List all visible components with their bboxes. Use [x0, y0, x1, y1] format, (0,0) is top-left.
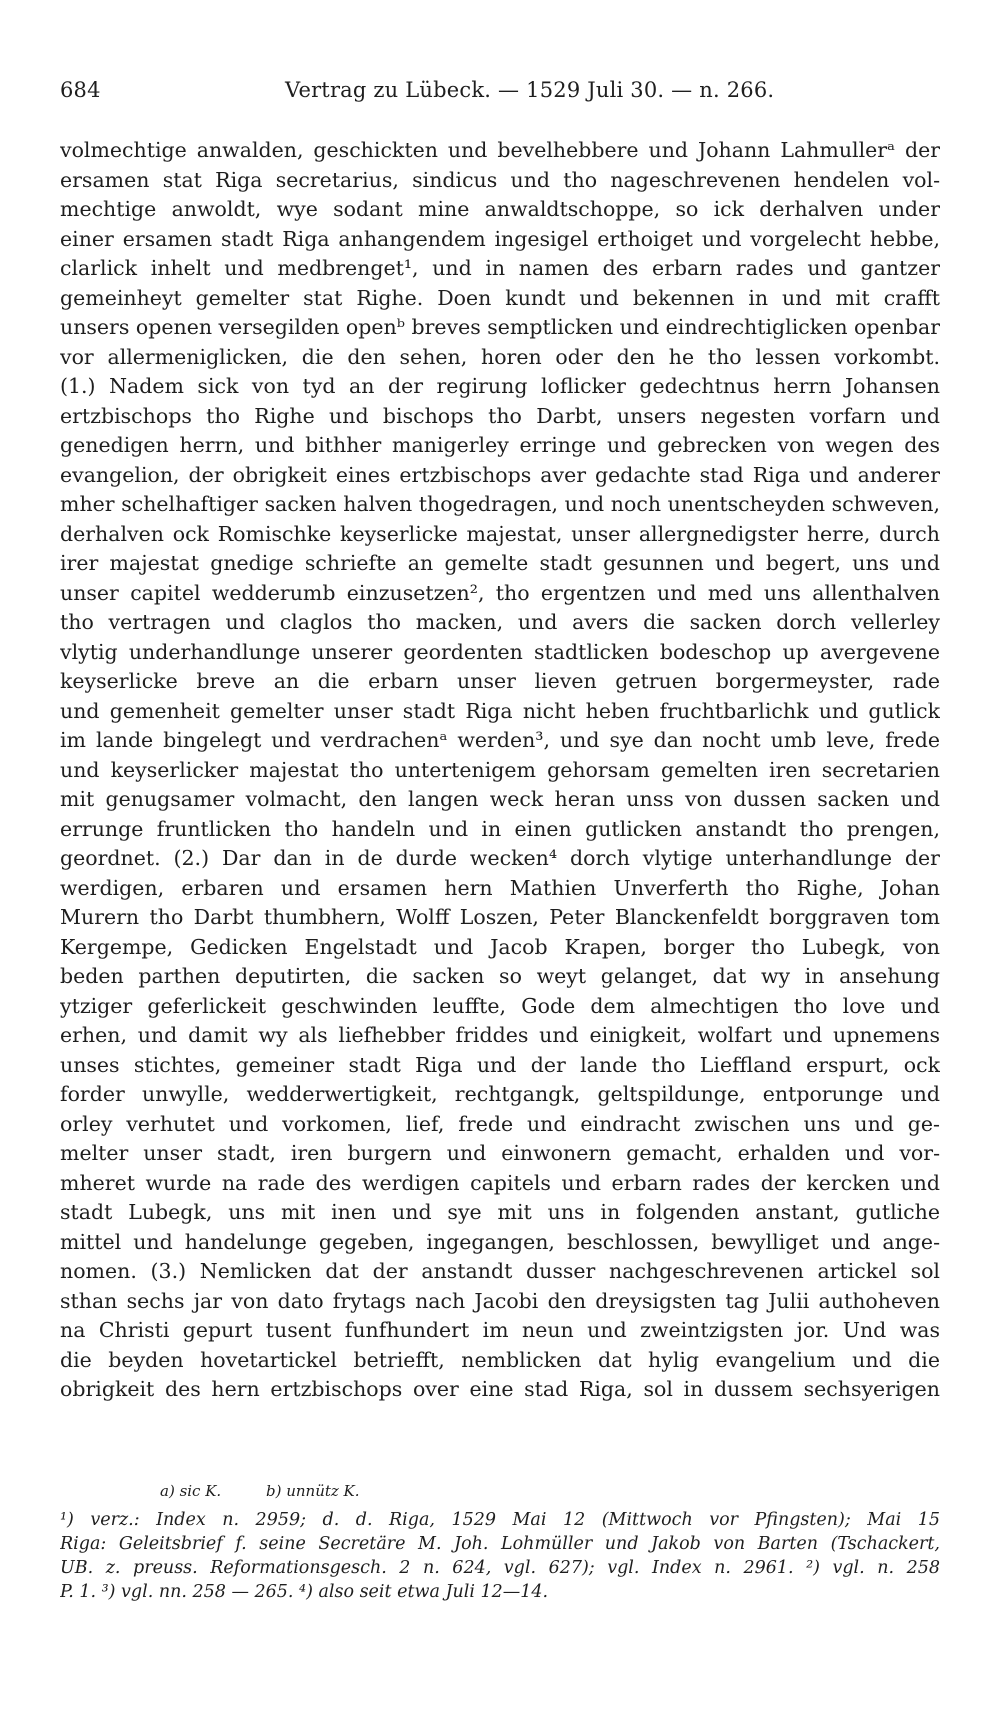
text-line: gemeinheyt gemelter stat Righe. Doen kundt und bekennen in und mit crafft — [60, 285, 940, 310]
text-line: sthan sechs jar von dato frytags nach Jacobi den dreysigsten tag Julii authoheven — [60, 1288, 940, 1313]
footnotes — [60, 1508, 940, 1604]
text-note: b) unnütz K. — [265, 1482, 360, 1500]
text-line: ytziger geferlickeit geschwinden leuffte, Gode dem almechtigen tho love und — [60, 993, 940, 1018]
text-line: mittel und handelunge gegeben, ingegangen, beschlossen, bewylliget und ange- — [60, 1229, 940, 1254]
text-line: genedigen herrn, und bithher manigerley erringe und gebrecken von wegen des — [60, 433, 940, 457]
text-line: vlytig underhandlunge unserer geordenten stadtlicken bodeschop up avergevene — [60, 639, 940, 664]
text-line: unser capitel wedderumb einzusetzen², tho ergentzen und med uns allenthalven — [60, 580, 940, 605]
text-line: und keyserlicker majestat tho untertenigem gehorsam gemelten iren secretarien — [60, 757, 940, 782]
text-line: nomen. (3.) Nemlicken dat der anstandt dusser nachgeschrevenen artickel sol — [60, 1259, 940, 1283]
text-line: mher schelhaftiger sacken halven thogedragen, und noch unentscheyden schweven, — [60, 492, 940, 516]
text-line: und gemenheit gemelter unser stadt Riga nicht heben fruchtbarlichk und gutlick — [60, 698, 940, 723]
text-line: mheret wurde na rade des werdigen capitels und erbarn rades der kercken und — [60, 1170, 940, 1195]
text-line: volmechtige anwalden, geschickten und bevelhebbere und Johann Lahmullerᵃ der — [60, 138, 940, 162]
text-line: orley verhutet und vorkomen, lief, frede und eindracht zwischen uns und ge- — [60, 1111, 940, 1136]
footnote-line: Riga: Geleitsbrief f. seine Secretäre M. Joh. Lohmüller und Jakob von Barten (Tschackert, — [60, 1534, 940, 1554]
footnote-line: UB. z. preuss. Reformationsgesch. 2 n. 624, vgl. 627); vgl. Index n. 2961. ²) vgl. n. 258 — [60, 1558, 940, 1578]
text-line: derhalven ock Romischke keyserlicke majestat, unser allergnedigster herre, durch — [60, 521, 940, 546]
text-line: tho vertragen und claglos tho macken, und avers die sacken dorch vellerley — [60, 610, 940, 634]
main-text — [60, 136, 940, 1405]
text-line: mit genugsamer volmacht, den langen weck heran unss von dussen sacken und — [60, 787, 940, 811]
text-line: im lande bingelegt und verdrachenᵃ werden³, und sye dan nocht umb leve, frede — [60, 728, 940, 752]
text-line: forder unwylle, wedderwertigkeit, rechtgangk, geltspildunge, entporunge und — [60, 1082, 940, 1106]
text-line: evangelion, der obrigkeit eines ertzbischops aver gedachte stad Riga und anderer — [60, 462, 940, 487]
text-line: Murern tho Darbt thumbhern, Wolff Loszen, Peter Blanckenfeldt borggraven tom — [60, 905, 940, 929]
text-line: na Christi gepurt tusent funfhundert im neun und zweintzigsten jor. Und was — [60, 1318, 940, 1342]
text-line: ersamen stat Riga secretarius, sindicus und tho nageschrevenen hendelen vol- — [60, 167, 940, 192]
text-line: obrigkeit des hern ertzbischops over eine stad Riga, sol in dussem sechsyerigen — [60, 1377, 940, 1401]
text-line: vor allermeniglicken, die den sehen, horen oder den he tho lessen vorkombt. — [60, 344, 940, 369]
page-number: 684 — [60, 78, 101, 102]
text-line: errunge fruntlicken tho handeln und in einen gutlicken anstandt tho prengen, — [60, 816, 940, 841]
running-title: Vertrag zu Lübeck. — 1529 Juli 30. — n. 266. — [285, 78, 775, 102]
footnote-line: P. 1. ³) vgl. nn. 258 — 265. ⁴) also seit etwa Juli 12—14. — [60, 1582, 549, 1602]
text-line: mechtige anwoldt, wye sodant mine anwaldtschoppe, so ick derhalven under — [60, 197, 940, 221]
text-line: Kergempe, Gedicken Engelstadt und Jacob Krapen, borger tho Lubegk, von — [60, 934, 940, 959]
text-line: (1.) Nadem sick von tyd an der regirung loflicker gedechtnus herrn Johansen — [60, 374, 940, 398]
text-line: melter unser stadt, iren burgern und einwonern gemacht, erhalden und vor- — [60, 1141, 940, 1165]
page-header — [60, 78, 940, 112]
text-line: stadt Lubegk, uns mit inen und sye mit uns in folgenden anstant, gutliche — [60, 1200, 940, 1224]
text-critical-notes — [160, 1482, 860, 1500]
text-line: irer majestat gnedige schriefte an gemelte stadt gesunnen und begert, uns und — [60, 551, 940, 575]
text-line: geordnet. (2.) Dar dan in de durde wecken⁴ dorch vlytige unterhandlunge der — [60, 846, 940, 870]
text-line: erhen, und damit wy als liefhebber friddes und einigkeit, wolfart und upnemens — [60, 1023, 940, 1047]
text-line: unsers openen versegilden openᵇ breves semptlicken und eindrechtiglicken openbar — [60, 315, 940, 339]
text-line: die beyden hovetartickel betriefft, nemblicken dat hylig evangelium und die — [60, 1347, 940, 1372]
text-line: keyserlicke breve an die erbarn unser lieven getruen borgermeyster, rade — [60, 669, 940, 693]
text-line: beden parthen deputirten, die sacken so weyt gelanget, dat wy in ansehung — [60, 964, 940, 988]
footnote-line: ¹) verz.: Index n. 2959; d. d. Riga, 1529 Mai 12 (Mittwoch vor Pfingsten); Mai 15 — [60, 1510, 940, 1530]
text-line: werdigen, erbaren und ersamen hern Mathien Unverferth tho Righe, Johan — [60, 875, 940, 900]
text-line: clarlick inhelt und medbrenget¹, und in namen des erbarn rades und gantzer — [60, 256, 940, 280]
text-line: ertzbischops tho Righe und bischops tho Darbt, unsers negesten vorfarn und — [60, 403, 940, 428]
text-line: einer ersamen stadt Riga anhangendem ingesigel erthoiget und vorgelecht hebbe, — [60, 226, 940, 251]
text-note: a) sic K. — [160, 1482, 222, 1500]
text-line: unses stichtes, gemeiner stadt Riga und der lande tho Lieffland erspurt, ock — [60, 1052, 940, 1077]
